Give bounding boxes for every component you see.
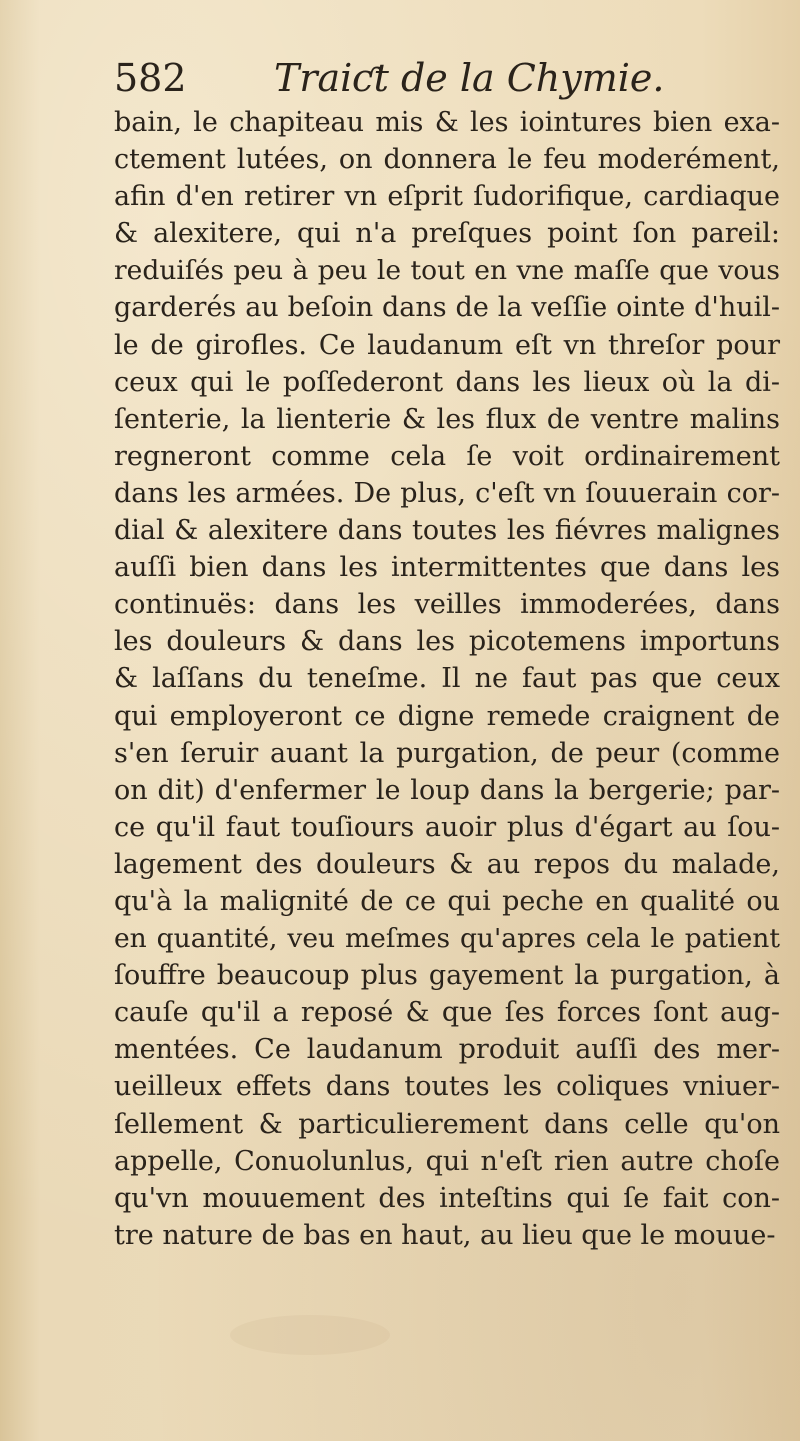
text-line: auſſi bien dans les intermittentes que dans les <box>114 552 780 584</box>
text-line: mentées. Ce laudanum produit auſſi des mer- <box>114 1034 780 1066</box>
body-text <box>114 104 780 1254</box>
text-line: ceux qui le poſſederont dans les lieux où la di- <box>114 366 780 398</box>
text-line: afin d'en retirer vn eſprit ſudorifique, cardiaque <box>114 181 780 213</box>
text-line: bain, le chapiteau mis & les iointures bien exa- <box>114 107 780 138</box>
text-line: cauſe qu'il a reposé & que ſes forces ſont aug- <box>114 997 780 1029</box>
text-line: continuës: dans les veilles immoderées, dans <box>114 589 780 621</box>
text-line: ſenterie, la lienterie & les flux de ventre malins <box>114 403 780 435</box>
text-line: & alexitere, qui n'a preſques point ſon pareil: <box>114 218 780 250</box>
text-line: regneront comme cela ſe voit ordinairement <box>114 440 780 472</box>
text-line: qu'vn mouuement des inteſtins qui ſe fait con- <box>114 1182 780 1214</box>
text-line: dial & alexitere dans toutes les fiévres malignes <box>114 515 780 547</box>
text-line: & laſſans du teneſme. Il ne faut pas que ceux <box>114 663 780 695</box>
text-line: garderés au beſoin dans de la veſſie ointe d'huil- <box>114 292 780 324</box>
text-line: en quantité, veu meſmes qu'apres cela le patient <box>114 923 780 955</box>
text-line: le de girofles. Ce laudanum eſt vn threſor pour <box>114 329 780 361</box>
text-line: ctement lutées, on donnera le feu moderément, <box>114 144 780 176</box>
text-line: ce qu'il faut touſiours auoir plus d'égart au ſou- <box>114 811 780 843</box>
paper-smudge <box>230 1315 390 1355</box>
text-line: lagement des douleurs & au repos du malade, <box>114 848 780 880</box>
text-line: on dit) d'enfermer le loup dans la bergerie; par- <box>114 774 780 806</box>
text-line: ſellement & particulierement dans celle qu'on <box>114 1108 780 1140</box>
text-line: dans les armées. De plus, c'eſt vn ſouuerain cor- <box>114 477 780 509</box>
text-line: ſouffre beaucoup plus gayement la purgation, à <box>114 960 780 992</box>
text-line: reduiſés peu à peu le tout en vne maſſe que vous <box>114 255 780 287</box>
text-line: appelle, Conuolunlus, qui n'eſt rien autre choſe <box>114 1145 780 1177</box>
text-line: tre nature de bas en haut, au lieu que le mouue- <box>114 1219 776 1251</box>
running-title: Traiƈt de la Chymie. <box>274 56 665 100</box>
text-line: qui employeront ce digne remede craignent de <box>114 700 780 732</box>
text-line: ueilleux effets dans toutes les coliques vniuer- <box>114 1071 780 1103</box>
text-line: qu'à la malignité de ce qui peche en qualité ou <box>114 885 780 917</box>
page-header <box>114 48 760 108</box>
page-number: 582 <box>114 56 187 100</box>
text-line: les douleurs & dans les picotemens importuns <box>114 626 780 658</box>
text-line: s'en ſeruir auant la purgation, de peur (comme <box>114 737 780 769</box>
